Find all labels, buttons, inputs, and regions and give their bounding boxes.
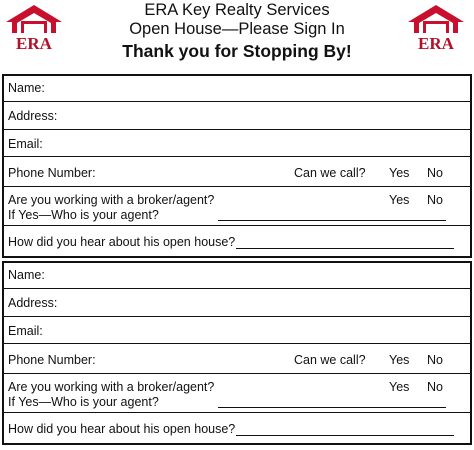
hear-about-row <box>4 413 470 443</box>
phone-label: Phone Number: <box>8 166 96 180</box>
company-name: ERA Key Realty Services <box>144 1 330 19</box>
name-label: Name: <box>8 268 45 282</box>
hear-about-row <box>4 226 470 256</box>
broker-row <box>4 187 470 226</box>
email-row[interactable] <box>4 317 470 344</box>
can-call-yes-option[interactable]: Yes <box>389 166 410 180</box>
name-row[interactable] <box>4 76 470 102</box>
form-title: Thank you for Stopping By! <box>122 41 352 61</box>
address-label: Address: <box>8 296 58 310</box>
phone-row[interactable] <box>4 344 470 374</box>
era-logo-text: ERA <box>16 34 52 53</box>
broker-question: Are you working with a broker/agent? <box>8 380 215 394</box>
hear-about-line[interactable] <box>236 435 454 436</box>
hear-about-question: How did you hear about his open house? <box>8 235 236 249</box>
name-row[interactable] <box>4 263 470 289</box>
agent-name-line[interactable] <box>218 220 446 221</box>
email-row[interactable] <box>4 130 470 157</box>
broker-yes-option[interactable]: Yes <box>389 380 410 394</box>
broker-yes-option[interactable]: Yes <box>389 193 410 207</box>
hear-about-question: How did you hear about his open house? <box>8 422 236 436</box>
can-call-no-option[interactable]: No <box>427 166 443 180</box>
can-call-label: Can we call? <box>294 166 366 180</box>
name-label: Name: <box>8 81 45 95</box>
agent-question: If Yes—Who is your agent? <box>8 208 159 222</box>
address-label: Address: <box>8 109 58 123</box>
agent-name-line[interactable] <box>218 407 446 408</box>
sign-in-block-2 <box>2 261 472 445</box>
agent-question: If Yes—Who is your agent? <box>8 395 159 409</box>
address-row[interactable] <box>4 289 470 317</box>
phone-row[interactable] <box>4 157 470 187</box>
broker-no-option[interactable]: No <box>427 193 443 207</box>
can-call-label: Can we call? <box>294 353 366 367</box>
hear-about-line[interactable] <box>236 248 454 249</box>
era-logo-text: ERA <box>418 34 454 53</box>
phone-label: Phone Number: <box>8 353 96 367</box>
can-call-yes-option[interactable]: Yes <box>389 353 410 367</box>
can-call-no-option[interactable]: No <box>427 353 443 367</box>
broker-no-option[interactable]: No <box>427 380 443 394</box>
email-label: Email: <box>8 137 43 151</box>
sign-in-block-1 <box>2 74 472 258</box>
broker-row <box>4 374 470 413</box>
broker-question: Are you working with a broker/agent? <box>8 193 215 207</box>
address-row[interactable] <box>4 102 470 130</box>
form-subtitle: Open House—Please Sign In <box>129 20 345 38</box>
email-label: Email: <box>8 324 43 338</box>
